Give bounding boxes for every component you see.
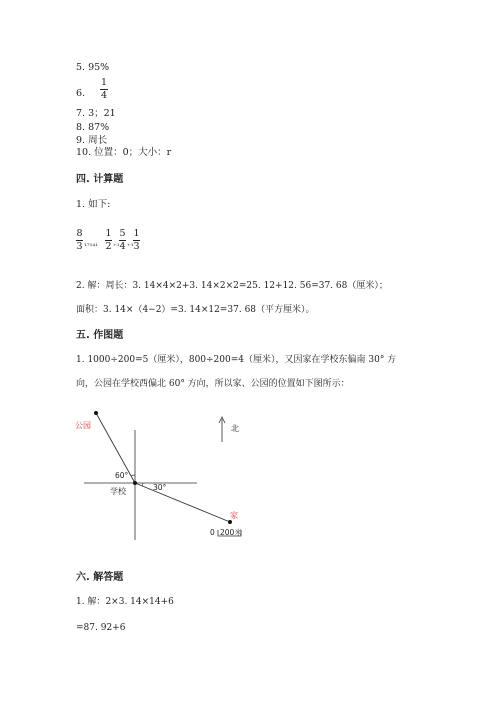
section-5-line1: 1. 1000÷200=5（厘米），800÷200=4（厘米），又因家在学校东偏南 30° 方 bbox=[76, 355, 397, 365]
answer-5: 5. 95% bbox=[76, 62, 110, 73]
fraction-numerator: 1 bbox=[105, 228, 112, 239]
answer-7: 7. 3；21 bbox=[76, 108, 116, 119]
section-4-q2-line2: 面积：3. 14×（4−2）=3. 14×12=37. 68（平方厘米）。 bbox=[76, 305, 315, 315]
home-label: 家 bbox=[230, 511, 238, 520]
fraction-denominator: 2 bbox=[105, 241, 112, 252]
answer-10: 10. 位置：0；大小：r bbox=[76, 147, 172, 158]
park-label: 公园 bbox=[75, 421, 91, 430]
school-point bbox=[133, 481, 137, 485]
angle-30-arc bbox=[142, 483, 143, 486]
section-6-line2: =87. 92+6 bbox=[76, 623, 126, 633]
scale-zero-label: 0 bbox=[210, 528, 215, 537]
angle-60-label: 60° bbox=[115, 471, 129, 480]
fraction-denominator: 4 bbox=[119, 241, 126, 252]
expression-middle: ₁₇₁₄₁ bbox=[84, 240, 99, 248]
angle-60-arc bbox=[131, 475, 135, 476]
angle-30-label: 30° bbox=[153, 483, 167, 492]
park-point bbox=[94, 411, 98, 415]
scale-length-label: 200米 bbox=[220, 528, 242, 537]
section-5-title: 五. 作图题 bbox=[76, 330, 124, 341]
section-4-q1-label: 1. 如下: bbox=[76, 199, 111, 210]
section-6-title: 六. 解答题 bbox=[76, 572, 124, 583]
operator-1: ₊₁ bbox=[113, 240, 120, 248]
home-direction-line bbox=[135, 483, 230, 522]
answer-6-label: 6. bbox=[76, 88, 86, 99]
section-6-line1: 1. 解：2×3. 14×14+6 bbox=[76, 597, 174, 607]
fraction-denominator: 3 bbox=[133, 241, 140, 252]
section-5-line2: 向，公园在学校西偏北 60° 方向，所以家、公园的位置如下图所示： bbox=[76, 379, 350, 389]
answer-8: 8. 87% bbox=[76, 122, 110, 133]
answer-9: 9. 周长 bbox=[76, 135, 108, 146]
fraction-numerator: 8 bbox=[76, 228, 83, 239]
fraction-denominator: 4 bbox=[100, 90, 108, 101]
fraction-numerator: 1 bbox=[133, 228, 140, 239]
section-4-q2-line1: 2. 解：周长：3. 14×4×2+3. 14×2×2=25. 12+12. 56=37. 68（厘米）； bbox=[76, 281, 388, 291]
home-point bbox=[228, 520, 232, 524]
operator-2: ₊₁ bbox=[127, 240, 134, 248]
fraction-numerator: 5 bbox=[119, 228, 126, 239]
fraction-denominator: 3 bbox=[76, 241, 83, 252]
section-4-title: 四. 计算题 bbox=[76, 174, 124, 185]
fraction-numerator: 1 bbox=[100, 77, 108, 88]
north-label: 北 bbox=[231, 424, 239, 433]
school-label: 学校 bbox=[110, 487, 126, 496]
